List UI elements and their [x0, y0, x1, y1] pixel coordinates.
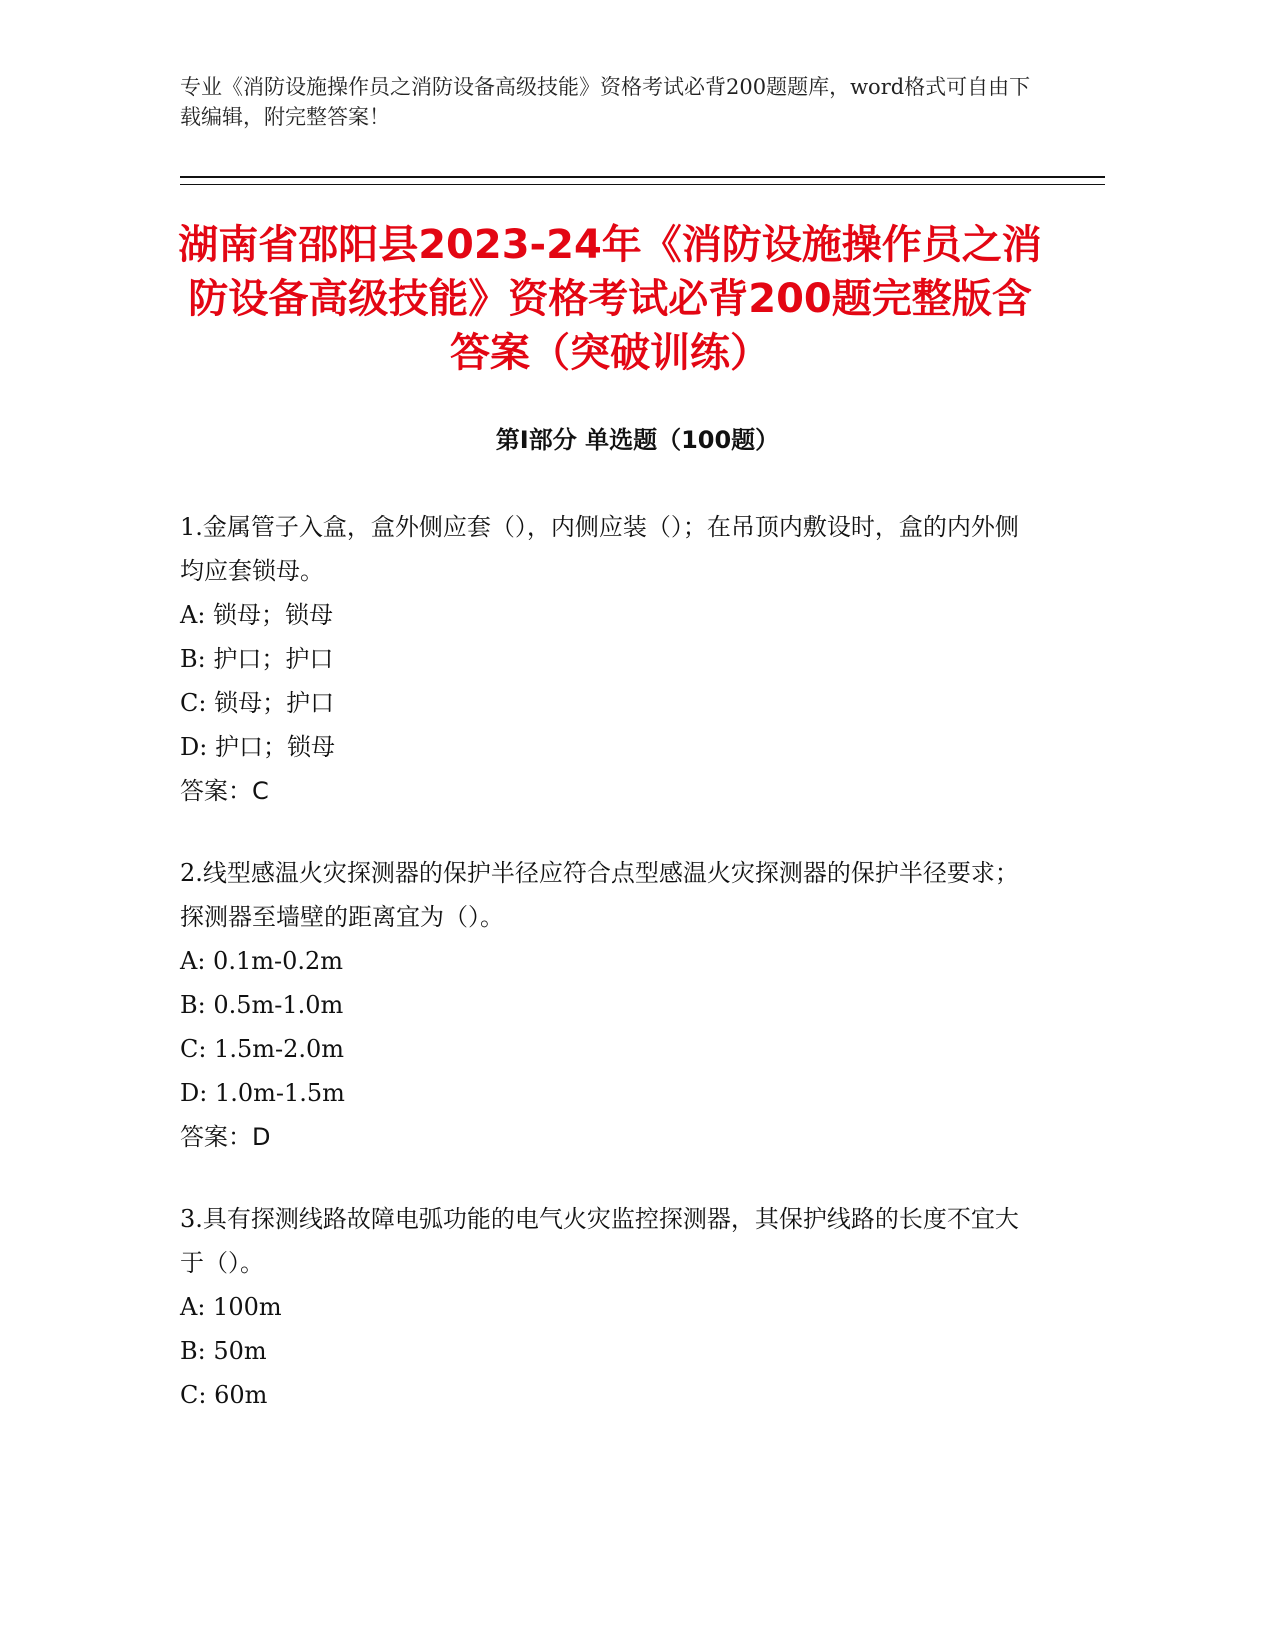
option-b: B: 0.5m-1.0m [180, 991, 344, 1019]
option-c: C: 1.5m-2.0m [180, 1035, 345, 1063]
question-1 [180, 505, 1030, 813]
section-title: 第Ⅰ部分 单选题（100题） [495, 426, 780, 454]
question-list [180, 505, 1030, 1455]
question-stem: 3.具有探测线路故障电弧功能的电气火灾监控探测器，其保护线路的长度不宜大于（）。 [180, 1205, 1019, 1277]
option-d: D: 1.0m-1.5m [180, 1079, 345, 1107]
header-rule-thin [180, 184, 1105, 185]
question-stem: 2.线型感温火灾探测器的保护半径应符合点型感温火灾探测器的保护半径要求；探测器至墙壁的距离宜为（）。 [180, 859, 1019, 931]
option-c: C: 60m [180, 1381, 268, 1409]
option-c: C: 锁母；护口 [180, 689, 335, 717]
option-a: A: 锁母；锁母 [180, 601, 334, 629]
question-2 [180, 851, 1030, 1159]
answer-line: 答案：C [180, 777, 269, 805]
header-rule-thick [180, 176, 1105, 178]
option-d: D: 护口；锁母 [180, 733, 335, 761]
answer-line: 答案：D [180, 1123, 271, 1151]
header-note: 专业《消防设施操作员之消防设备高级技能》资格考试必背200题题库，word格式可自由下载编辑，附完整答案！ [180, 75, 1031, 129]
option-a: A: 0.1m-0.2m [180, 947, 344, 975]
question-stem: 1.金属管子入盒，盒外侧应套（），内侧应装（）；在吊顶内敷设时，盒的内外侧均应套锁母。 [180, 513, 1019, 585]
option-a: A: 100m [180, 1293, 282, 1321]
document-title: 湖南省邵阳县2023-24年《消防设施操作员之消防设备高级技能》资格考试必背200题完整版含答案（突破训练） [178, 222, 1042, 376]
option-b: B: 50m [180, 1337, 267, 1365]
question-3 [180, 1197, 1030, 1417]
option-b: B: 护口；护口 [180, 645, 334, 673]
